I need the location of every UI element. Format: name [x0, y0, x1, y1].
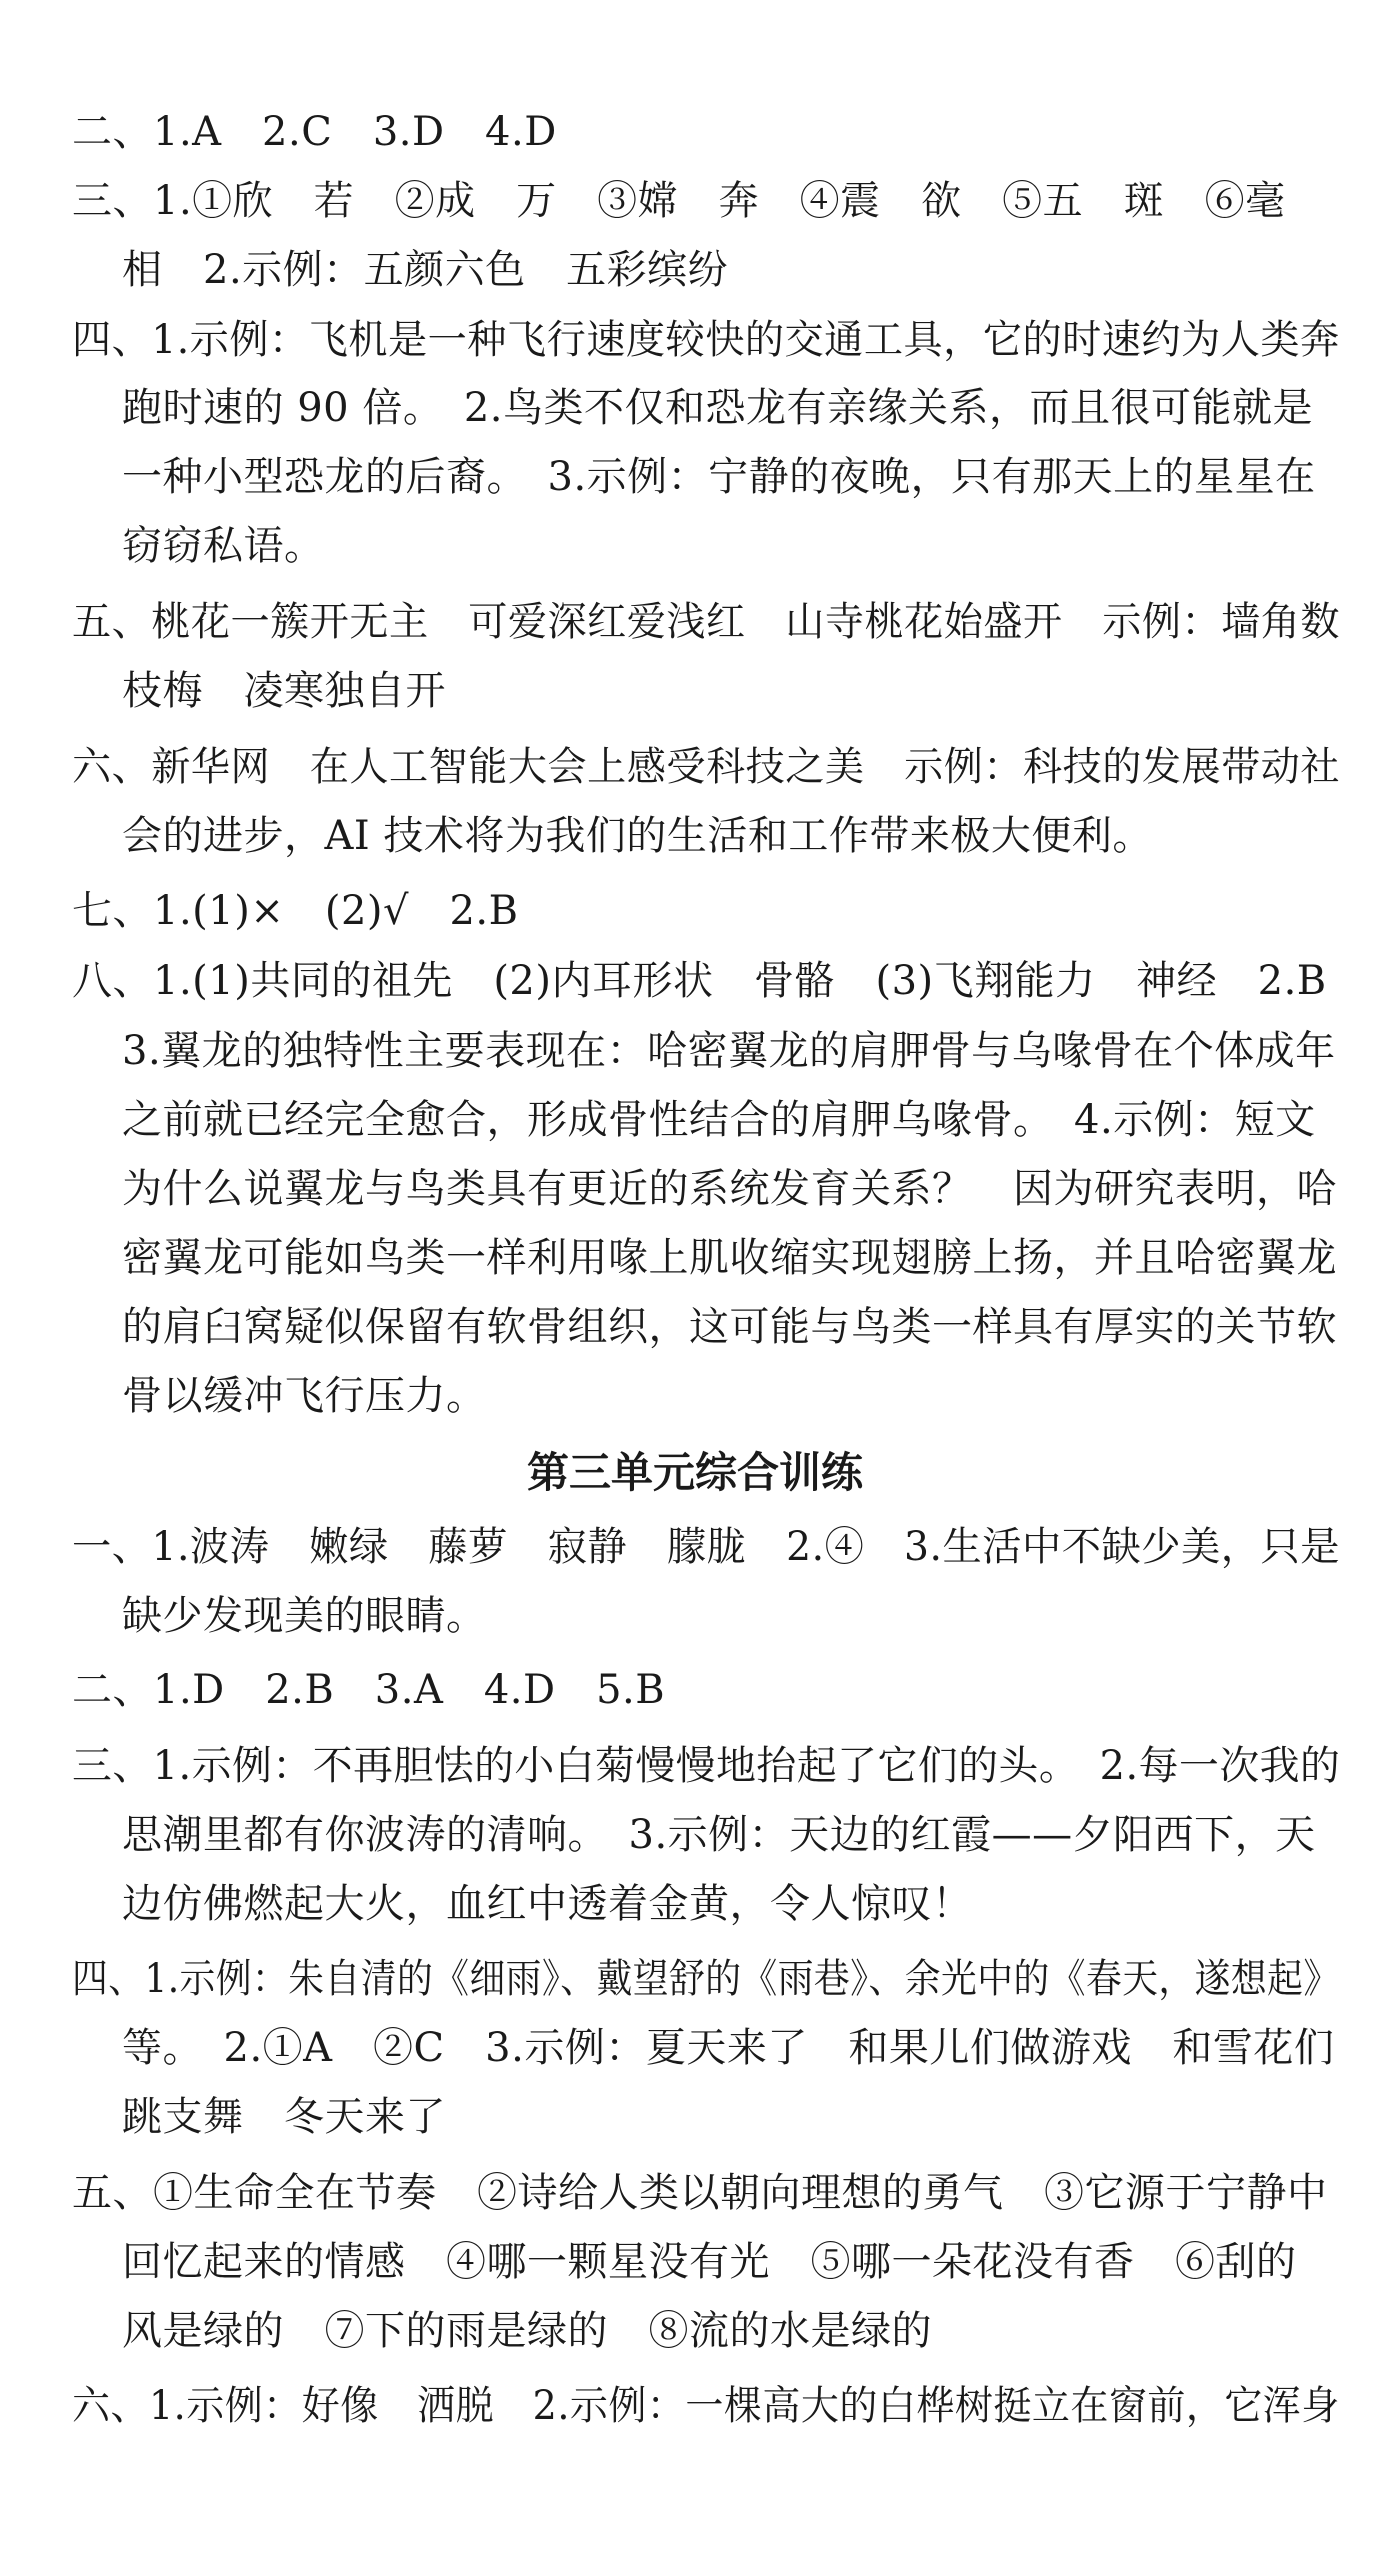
answer-line: 三、1.示例：不再胆怯的小白菊慢慢地抬起了它们的头。 2.每一次我的: [72, 1743, 1341, 1789]
answer-line: 为什么说翼龙与鸟类具有更近的系统发育关系？ 因为研究表明，哈: [122, 1166, 1337, 1212]
answer-line: 二、1.A 2.C 3.D 4.D: [72, 109, 557, 155]
answer-line: 一、1.波涛 嫩绿 藤萝 寂静 朦胧 2.④ 3.生活中不缺少美，只是: [72, 1524, 1340, 1570]
answer-line: 思潮里都有你波涛的清响。 3.示例：天边的红霞——夕阳西下，天: [122, 1812, 1316, 1858]
answer-line: 会的进步，AI 技术将为我们的生活和工作带来极大便利。: [122, 813, 1153, 859]
answer-line: 风是绿的 ⑦下的雨是绿的 ⑧流的水是绿的: [122, 2308, 932, 2354]
answer-line: 等。 2.①A ②C 3.示例：夏天来了 和果儿们做游戏 和雪花们: [122, 2025, 1335, 2071]
answer-line: 缺少发现美的眼睛。: [122, 1593, 487, 1639]
answer-line: 二、1.D 2.B 3.A 4.D 5.B: [72, 1667, 666, 1713]
section-heading: 第三单元综合训练: [526, 1448, 863, 1497]
answer-line: 之前就已经完全愈合，形成骨性结合的肩胛乌喙骨。 4.示例：短文: [122, 1097, 1316, 1143]
answer-line: 六、1.示例：好像 洒脱 2.示例：一棵高大的白桦树挺立在窗前，它浑身: [72, 2383, 1340, 2429]
answer-line: 回忆起来的情感 ④哪一颗星没有光 ⑤哪一朵花没有香 ⑥刮的: [122, 2239, 1297, 2285]
answer-line: 跳支舞 冬天来了: [122, 2094, 446, 2140]
answer-line: 相 2.示例：五颜六色 五彩缤纷: [122, 247, 729, 293]
answer-line: 3.翼龙的独特性主要表现在：哈密翼龙的肩胛骨与乌喙骨在个体成年: [122, 1028, 1336, 1074]
answer-line: 四、1.示例：朱自清的《细雨》、戴望舒的《雨巷》、余光中的《春天，遂想起》: [72, 1956, 1340, 2002]
answer-line: 骨以缓冲飞行压力。: [122, 1373, 487, 1419]
answer-line: 六、新华网 在人工智能大会上感受科技之美 示例：科技的发展带动社: [72, 744, 1341, 790]
answer-line: 跑时速的 90 倍。 2.鸟类不仅和恐龙有亲缘关系，而且很可能就是: [122, 385, 1313, 431]
answer-line: 枝梅 凌寒独自开: [122, 668, 446, 714]
answer-line: 窃窃私语。: [122, 523, 325, 569]
answer-line: 边仿佛燃起大火，血红中透着金黄，令人惊叹！: [122, 1881, 973, 1927]
answer-line: 五、桃花一簇开无主 可爱深红爱浅红 山寺桃花始盛开 示例：墙角数: [72, 599, 1341, 645]
answer-line: 一种小型恐龙的后裔。 3.示例：宁静的夜晚，只有那天上的星星在: [122, 454, 1316, 500]
answer-line: 八、1.(1)共同的祖先 (2)内耳形状 骨骼 (3)飞翔能力 神经 2.B: [72, 958, 1327, 1004]
answer-line: 四、1.示例：飞机是一种飞行速度较快的交通工具，它的时速约为人类奔: [72, 317, 1340, 363]
answer-line: 的肩臼窝疑似保留有软骨组织，这可能与鸟类一样具有厚实的关节软: [122, 1304, 1337, 1350]
answer-line: 五、①生命全在节奏 ②诗给人类以朝向理想的勇气 ③它源于宁静中: [72, 2170, 1328, 2216]
answer-line: 三、1.①欣 若 ②成 万 ③嫦 奔 ④震 欲 ⑤五 斑 ⑥毫: [72, 178, 1286, 224]
answer-line: 七、1.(1)× (2)√ 2.B: [72, 888, 519, 934]
answer-line: 密翼龙可能如鸟类一样利用喙上肌收缩实现翅膀上扬，并且哈密翼龙: [122, 1235, 1337, 1281]
